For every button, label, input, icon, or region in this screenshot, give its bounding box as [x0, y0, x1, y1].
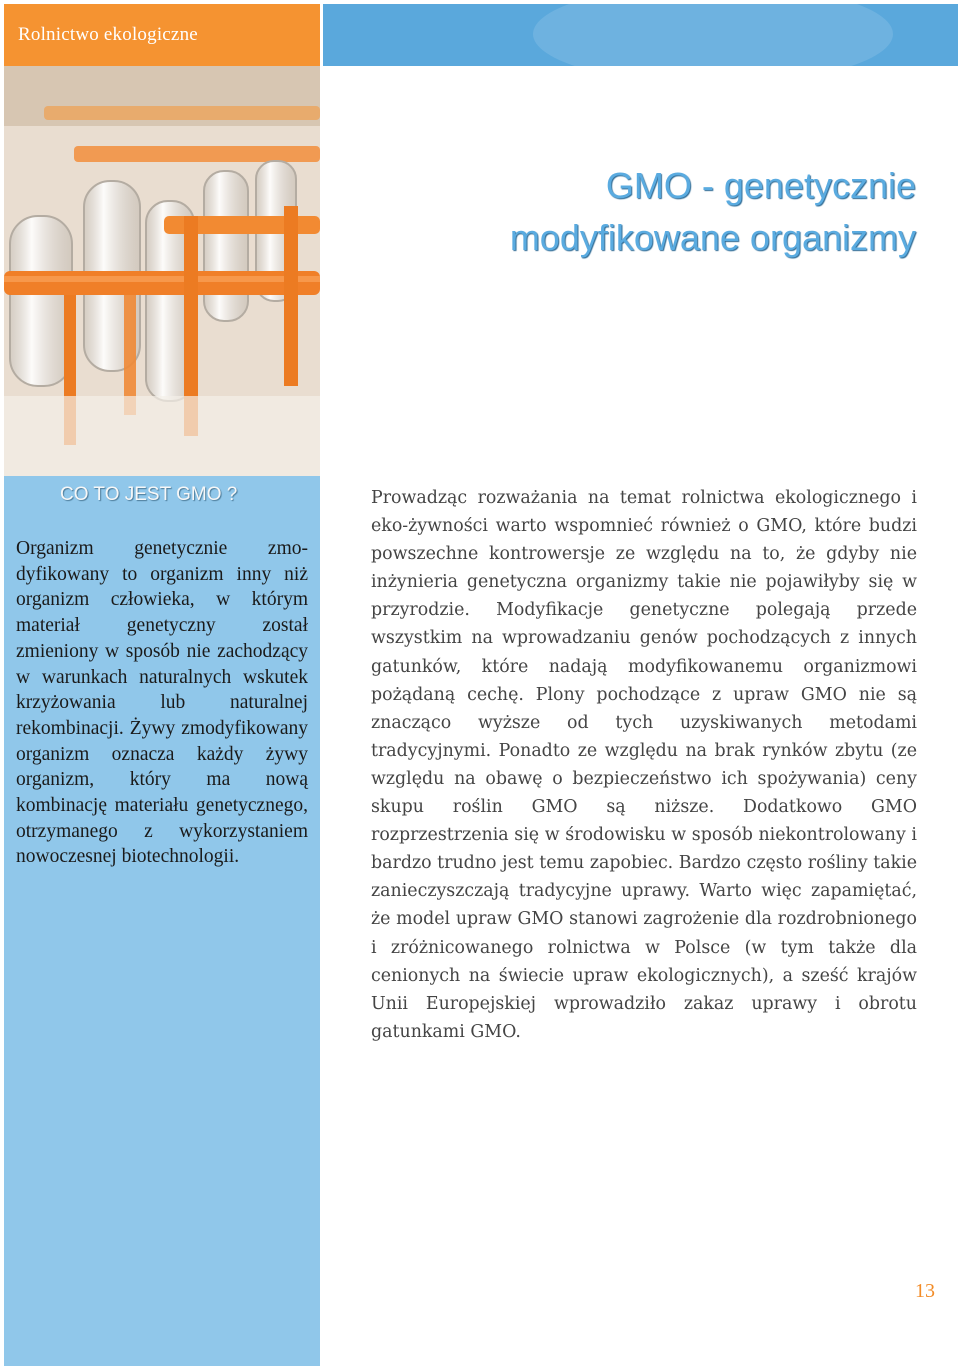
section-header: [4, 4, 320, 66]
article-title: [510, 160, 916, 264]
title-line-1: GMO - genetycznie: [605, 165, 916, 206]
sidebar-text: Organizm genetycznie zmo-dyfikowany to organizm inny niż organizm człowieka, w którym materiał genetyczny został zmieniony w sposób nie zachodzący w warunkach naturalnych wskutek krzyżowania lub naturalnej rekombinacji. Żywy zmodyfikowany organizm oznacza każdy żywy organizm, który ma nową kombinację materiału genetycznego, otrzymanego z wykorzystaniem nowoczesnej biotechnologii.: [16, 538, 308, 868]
article-body: Prowadząc rozważania na temat rolnictwa ekologicznego i eko-żywności warto wspomnieć również o GMO, które budzi powszechne kontrowersje ze względu na to, że gdyby nie inżynieria genetyczna organizmy takie nie pojawiłyby się w przyrodzie. Modyfikacje genetyczne polegają przede wszystkim na wprowadzaniu genów pochodzących z innych gatunków, które nadają modyfikowanemu organizmowi pożądaną cechę. Plony pochodzące z upraw GMO nie są znacząco wyższe od tych uzyskiwanych metodami tradycyjnymi. Ponadto ze względu na brak rynków zbytu (ze względu na obawę o bezpieczeństwo ich spożywania) ceny skupu roślin GMO są niższe. Dodatkowo GMO rozprzestrzenia się w środowisku w sposób niekontrolowany i bardzo trudno jest temu zapobiec. Bardzo często rośliny takie zanieczyszczają tradycyjne uprawy. Warto więc zapamiętać, że model upraw GMO stanowi zagrożenie dla rozdrobnionego i zróżnicowanego rolnictwa w Polsce (w tym także dla cenionych na świecie upraw ekologicznych), a sześć krajów Unii Europejskiej wprowadziło zakaz uprawy i obrotu gatunkami GMO.: [371, 488, 917, 1042]
test-tubes-photo: [4, 66, 320, 476]
sidebar-heading: CO TO JEST GMO ?: [60, 484, 238, 505]
sidebar-box: [4, 476, 320, 1366]
test-tubes-illustration: [4, 66, 320, 476]
section-label: Rolnictwo ekologiczne: [18, 24, 198, 45]
header-banner: [323, 4, 958, 66]
title-line-2: modyfikowane organizmy: [509, 217, 916, 258]
page-number: 13: [915, 1280, 935, 1302]
banner-decoration: [533, 4, 893, 66]
